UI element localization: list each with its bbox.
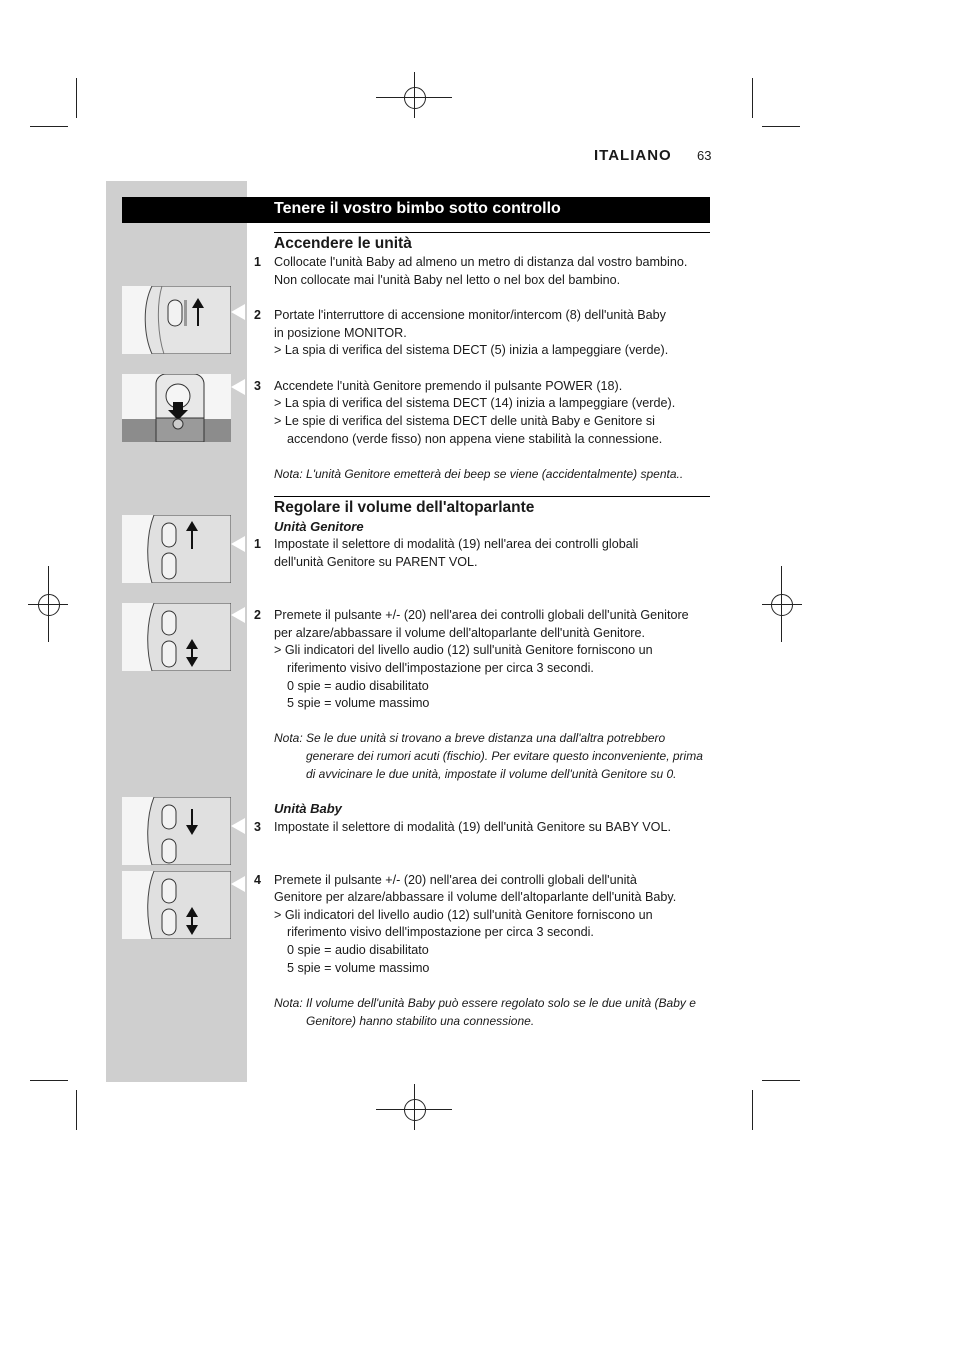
step-result: 0 spie = audio disabilitato <box>287 943 429 957</box>
device-selector-up-icon <box>122 515 231 583</box>
pointer-arrow <box>231 304 245 320</box>
step-result: > Gli indicatori del livello audio (12) sull'unità Genitore forniscono un <box>274 643 653 657</box>
crop-mark <box>752 1090 753 1130</box>
step-text: in posizione MONITOR. <box>274 326 407 340</box>
section-title: Accendere le unità <box>274 235 412 252</box>
step-text: Non collocate mai l'unità Baby nel letto o nel box del bambino. <box>274 273 621 287</box>
step-text: Premete il pulsante +/- (20) nell'area dei controlli globali dell'unità <box>274 873 637 887</box>
step-text: Premete il pulsante +/- (20) nell'area dei controlli globali dell'unità Genitore <box>274 608 689 622</box>
note-text: di avvicinare le due unità, impostate il volume dell'unità Genitore su 0. <box>306 767 677 781</box>
crop-mark <box>76 78 77 118</box>
crop-mark <box>30 126 68 127</box>
step-text: Collocate l'unità Baby ad almeno un metro di distanza dal vostro bambino. <box>274 255 688 269</box>
step-result: > La spia di verifica del sistema DECT (14) inizia a lampeggiare (verde). <box>274 396 676 410</box>
crop-mark <box>762 126 800 127</box>
device-switch-up-icon <box>122 286 231 354</box>
note-text: Nota: Il volume dell'unità Baby può essere regolato solo se le due unità (Baby e <box>274 996 696 1010</box>
step-number: 4 <box>254 873 261 887</box>
step-text: Portate l'interruttore di accensione monitor/intercom (8) dell'unità Baby <box>274 308 666 322</box>
step-text: per alzare/abbassare il volume dell'altoparlante dell'unità Genitore. <box>274 626 645 640</box>
subsection-title: Unità Baby <box>274 801 342 816</box>
section-rule <box>274 496 710 497</box>
step-result: riferimento visivo dell'impostazione per circa 3 secondi. <box>287 925 594 939</box>
step-text: dell'unità Genitore su PARENT VOL. <box>274 555 478 569</box>
step-result: > Le spie di verifica del sistema DECT delle unità Baby e Genitore si <box>274 414 655 428</box>
language-label: ITALIANO <box>594 147 672 164</box>
pointer-arrow <box>231 536 245 552</box>
step-result: riferimento visivo dell'impostazione per circa 3 secondi. <box>287 661 594 675</box>
step-result: > Gli indicatori del livello audio (12) sull'unità Genitore forniscono un <box>274 908 653 922</box>
step-number: 1 <box>254 537 261 551</box>
crop-mark <box>752 78 753 118</box>
note-text: generare dei rumori acuti (fischio). Per evitare questo inconveniente, prima <box>306 749 703 763</box>
pointer-arrow <box>231 876 245 892</box>
banner-title: Tenere il vostro bimbo sotto controllo <box>274 200 561 217</box>
step-text: Impostate il selettore di modalità (19) nell'area dei controlli globali <box>274 537 639 551</box>
note-text: Nota: L'unità Genitore emetterà dei beep se viene (accidentalmente) spenta.. <box>274 467 684 481</box>
page-number: 63 <box>697 148 712 163</box>
device-selector-down-icon <box>122 797 231 865</box>
subsection-title: Unità Genitore <box>274 519 364 534</box>
pointer-arrow <box>231 607 245 623</box>
crop-mark <box>762 1080 800 1081</box>
pointer-arrow <box>231 379 245 395</box>
note-text: Genitore) hanno stabilito una connessione. <box>306 1014 535 1028</box>
note-text: Nota: Se le due unità si trovano a breve distanza una dall'altra potrebbero <box>274 731 666 745</box>
device-volume-updown-icon <box>122 603 231 671</box>
device-power-icon <box>122 374 231 442</box>
crop-mark <box>30 1080 68 1081</box>
section-rule <box>274 232 710 233</box>
step-result: accendono (verde fisso) non appena viene stabilità la connessione. <box>287 432 663 446</box>
step-text: Impostate il selettore di modalità (19) dell'unità Genitore su BABY VOL. <box>274 820 671 834</box>
step-result: 0 spie = audio disabilitato <box>287 679 429 693</box>
pointer-arrow <box>231 818 245 834</box>
step-number: 2 <box>254 608 261 622</box>
step-result: 5 spie = volume massimo <box>287 696 430 710</box>
step-result: > La spia di verifica del sistema DECT (5) inizia a lampeggiare (verde). <box>274 343 669 357</box>
section-banner <box>122 197 710 223</box>
step-number: 1 <box>254 255 261 269</box>
crop-mark <box>76 1090 77 1130</box>
step-result: 5 spie = volume massimo <box>287 961 430 975</box>
step-number: 3 <box>254 379 261 393</box>
step-number: 3 <box>254 820 261 834</box>
device-volume-updown-icon <box>122 871 231 939</box>
step-text: Genitore per alzare/abbassare il volume dell'altoparlante dell'unità Baby. <box>274 890 677 904</box>
step-number: 2 <box>254 308 261 322</box>
section-title: Regolare il volume dell'altoparlante <box>274 499 535 516</box>
step-text: Accendete l'unità Genitore premendo il pulsante POWER (18). <box>274 379 623 393</box>
